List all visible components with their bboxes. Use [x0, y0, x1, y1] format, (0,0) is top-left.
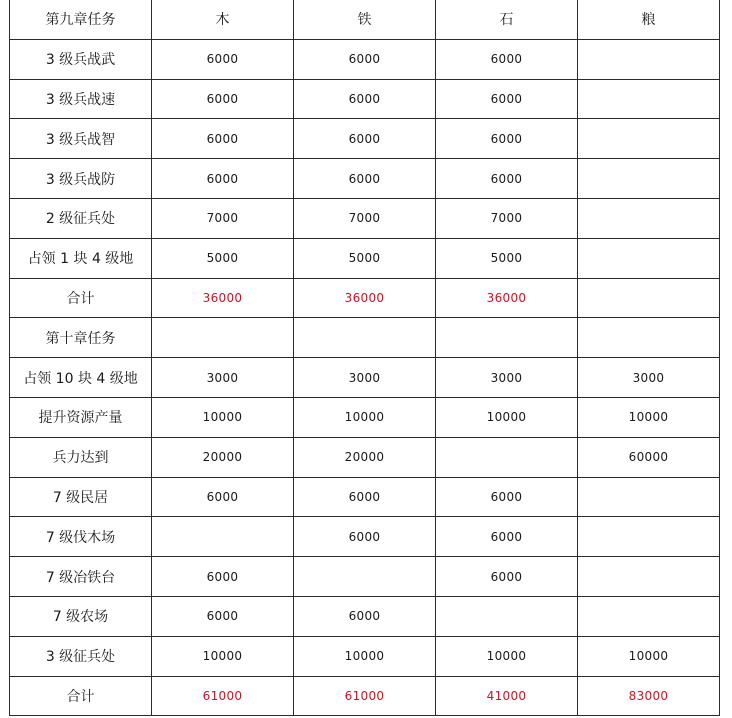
cell-iron: 20000: [294, 437, 436, 477]
cell-wood: [152, 318, 294, 358]
cell-grain: [578, 159, 720, 199]
cell-grain: [578, 198, 720, 238]
cell-stone: 10000: [436, 397, 578, 437]
table-row: [10, 318, 720, 358]
row-label: 7 级冶铁台: [10, 557, 152, 597]
cell-iron: 36000: [294, 278, 436, 318]
cell-wood: [152, 517, 294, 557]
table-row: [10, 477, 720, 517]
row-label: 3 级征兵处: [10, 636, 152, 676]
table-row: [10, 39, 720, 79]
cell-stone: 6000: [436, 79, 578, 119]
header-grain: 粮: [578, 0, 720, 39]
table-row: [10, 437, 720, 477]
cell-stone: 36000: [436, 278, 578, 318]
cell-wood: 36000: [152, 278, 294, 318]
cell-stone: 6000: [436, 159, 578, 199]
cell-stone: 7000: [436, 198, 578, 238]
table-row: [10, 159, 720, 199]
cell-grain: [578, 39, 720, 79]
cell-grain: [578, 557, 720, 597]
cell-iron: 5000: [294, 238, 436, 278]
row-label: 合计: [10, 676, 152, 716]
cell-stone: [436, 437, 578, 477]
cell-stone: 6000: [436, 477, 578, 517]
row-label: 3 级兵战武: [10, 39, 152, 79]
cell-grain: [578, 119, 720, 159]
table-row: [10, 198, 720, 238]
cell-stone: 6000: [436, 557, 578, 597]
table-row: [10, 636, 720, 676]
cell-grain: 3000: [578, 358, 720, 398]
cell-grain: [578, 596, 720, 636]
table-row: [10, 397, 720, 437]
row-label: 占领 1 块 4 级地: [10, 238, 152, 278]
cell-grain: 10000: [578, 636, 720, 676]
cell-grain: [578, 278, 720, 318]
cell-wood: 6000: [152, 39, 294, 79]
cell-stone: 6000: [436, 517, 578, 557]
resource-table: [9, 0, 720, 716]
cell-wood: 7000: [152, 198, 294, 238]
table-row: [10, 596, 720, 636]
cell-wood: 6000: [152, 557, 294, 597]
cell-grain: [578, 477, 720, 517]
cell-stone: 5000: [436, 238, 578, 278]
row-label: 2 级征兵处: [10, 198, 152, 238]
table-body: [10, 0, 720, 716]
header-chapter-label: 第九章任务: [10, 0, 152, 39]
cell-grain: [578, 79, 720, 119]
cell-stone: 3000: [436, 358, 578, 398]
row-label: 占领 10 块 4 级地: [10, 358, 152, 398]
table-row: [10, 119, 720, 159]
row-label: 7 级农场: [10, 596, 152, 636]
cell-grain: [578, 238, 720, 278]
cell-wood: 61000: [152, 676, 294, 716]
cell-iron: 6000: [294, 477, 436, 517]
cell-stone: 10000: [436, 636, 578, 676]
total-row: [10, 278, 720, 318]
cell-iron: [294, 557, 436, 597]
table-row: [10, 79, 720, 119]
cell-grain: 60000: [578, 437, 720, 477]
row-label: 合计: [10, 278, 152, 318]
cell-grain: 83000: [578, 676, 720, 716]
cell-iron: 6000: [294, 79, 436, 119]
row-label: 3 级兵战智: [10, 119, 152, 159]
cell-wood: 6000: [152, 119, 294, 159]
cell-iron: 6000: [294, 596, 436, 636]
cell-iron: 61000: [294, 676, 436, 716]
cell-stone: [436, 318, 578, 358]
row-label: 兵力达到: [10, 437, 152, 477]
cell-wood: 6000: [152, 596, 294, 636]
cell-iron: 10000: [294, 636, 436, 676]
table-row: [10, 238, 720, 278]
row-label: 7 级民居: [10, 477, 152, 517]
cell-iron: 3000: [294, 358, 436, 398]
cell-stone: 6000: [436, 39, 578, 79]
cell-iron: 7000: [294, 198, 436, 238]
row-label: 第十章任务: [10, 318, 152, 358]
row-label: 3 级兵战速: [10, 79, 152, 119]
header-row: [10, 0, 720, 39]
cell-wood: 6000: [152, 79, 294, 119]
row-label: 3 级兵战防: [10, 159, 152, 199]
row-label: 提升资源产量: [10, 397, 152, 437]
cell-iron: 6000: [294, 159, 436, 199]
cell-stone: 6000: [436, 119, 578, 159]
table-row: [10, 517, 720, 557]
cell-iron: 6000: [294, 119, 436, 159]
cell-stone: [436, 596, 578, 636]
table-row: [10, 358, 720, 398]
cell-wood: 10000: [152, 397, 294, 437]
cell-stone: 41000: [436, 676, 578, 716]
cell-grain: 10000: [578, 397, 720, 437]
cell-iron: 10000: [294, 397, 436, 437]
cell-iron: 6000: [294, 517, 436, 557]
cell-wood: 5000: [152, 238, 294, 278]
cell-wood: 3000: [152, 358, 294, 398]
cell-iron: [294, 318, 436, 358]
header-iron: 铁: [294, 0, 436, 39]
header-stone: 石: [436, 0, 578, 39]
row-label: 7 级伐木场: [10, 517, 152, 557]
total-row: [10, 676, 720, 716]
cell-grain: [578, 517, 720, 557]
cell-wood: 10000: [152, 636, 294, 676]
cell-grain: [578, 318, 720, 358]
header-wood: 木: [152, 0, 294, 39]
cell-iron: 6000: [294, 39, 436, 79]
cell-wood: 6000: [152, 477, 294, 517]
cell-wood: 6000: [152, 159, 294, 199]
cell-wood: 20000: [152, 437, 294, 477]
table-row: [10, 557, 720, 597]
